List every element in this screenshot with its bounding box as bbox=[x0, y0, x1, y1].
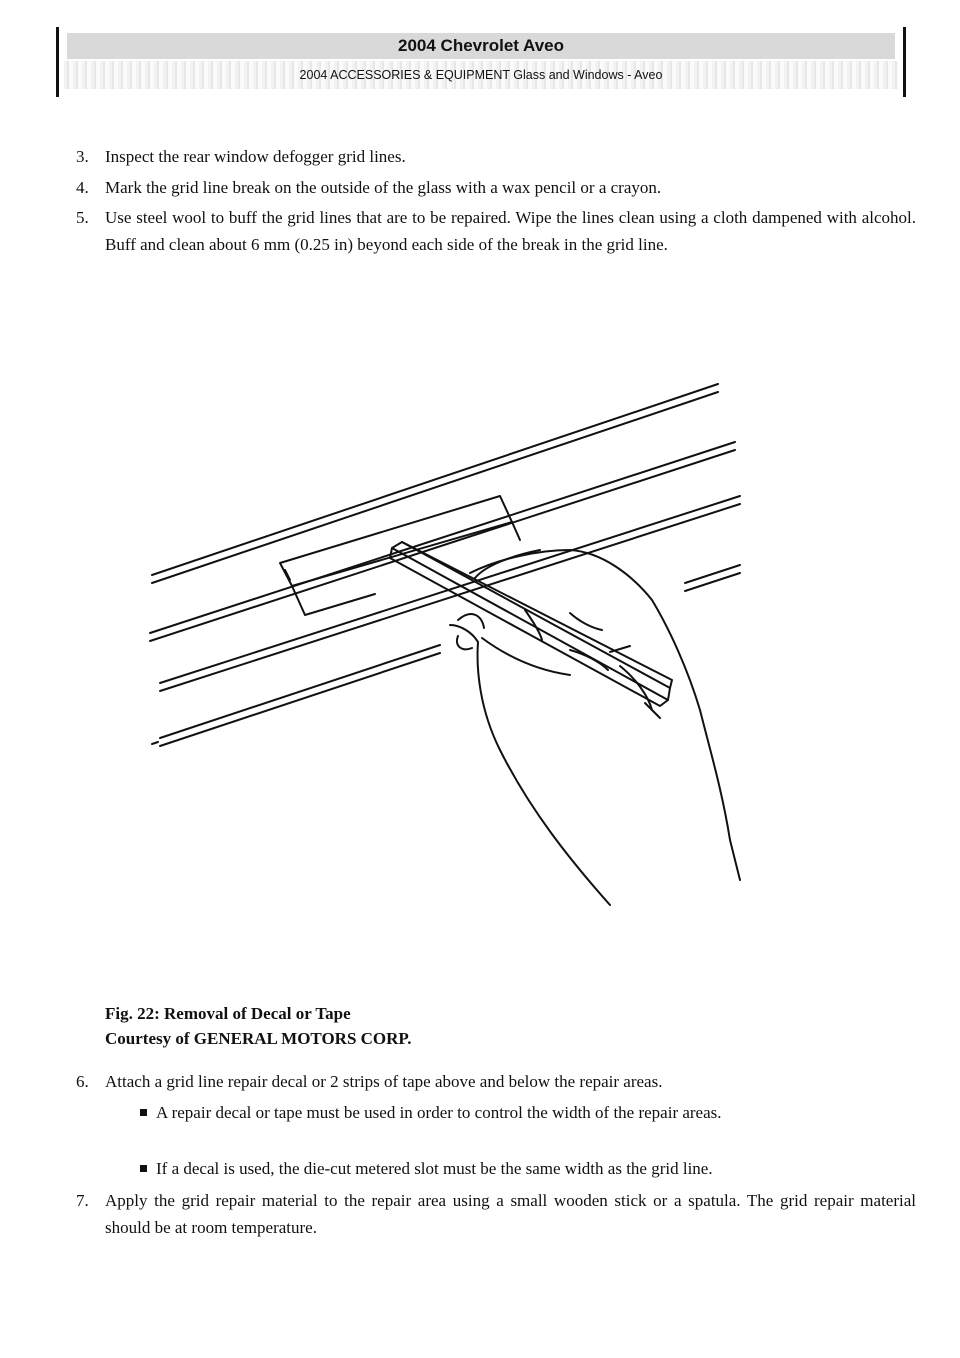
step-text: Inspect the rear window defogger grid lines. bbox=[105, 147, 406, 166]
step-text: Mark the grid line break on the outside of the glass with a wax pencil or a crayon. bbox=[105, 178, 662, 197]
step-4 bbox=[76, 174, 916, 201]
step-number: 4. bbox=[76, 178, 89, 197]
step-6-bullet-2 bbox=[140, 1155, 900, 1182]
bullet-text: A repair decal or tape must be used in order to control the width of the repair areas. bbox=[156, 1103, 722, 1122]
step-7 bbox=[76, 1187, 916, 1241]
step-number: 5. bbox=[76, 208, 89, 227]
bullet-marker bbox=[140, 1165, 147, 1172]
step-text: Attach a grid line repair decal or 2 strips of tape above and below the repair areas. bbox=[105, 1072, 663, 1091]
step-6-bullet-1 bbox=[140, 1099, 900, 1126]
steel-wool-stick bbox=[390, 542, 672, 706]
figure-title: Fig. 22: Removal of Decal or Tape bbox=[105, 1004, 351, 1023]
step-number: 6. bbox=[76, 1072, 89, 1091]
step-3 bbox=[76, 143, 916, 170]
figure-courtesy: Courtesy of GENERAL MOTORS CORP. bbox=[105, 1029, 412, 1048]
step-number: 3. bbox=[76, 147, 89, 166]
bullet-marker bbox=[140, 1109, 147, 1116]
step-6 bbox=[76, 1068, 916, 1095]
step-5 bbox=[76, 204, 916, 258]
step-number: 7. bbox=[76, 1191, 89, 1210]
document-title: 2004 Chevrolet Aveo bbox=[67, 33, 895, 59]
document-section-title: 2004 ACCESSORIES & EQUIPMENT Glass and Windows - Aveo bbox=[299, 68, 663, 82]
repair-tape-strip bbox=[280, 496, 520, 615]
grid-line-buffing-illustration bbox=[140, 370, 760, 920]
step-text: Apply the grid repair material to the repair area using a small wooden stick or a spatula. The grid repair material should be at room temperature. bbox=[105, 1191, 916, 1237]
step-text: Use steel wool to buff the grid lines that are to be repaired. Wipe the lines clean using a cloth dampened with alcohol. Buff and clean about 6 mm (0.25 in) beyond each side of the break in the grid line. bbox=[105, 208, 916, 254]
figure-caption bbox=[105, 1001, 412, 1051]
bullet-text: If a decal is used, the die-cut metered slot must be the same width as the grid line. bbox=[156, 1159, 713, 1178]
